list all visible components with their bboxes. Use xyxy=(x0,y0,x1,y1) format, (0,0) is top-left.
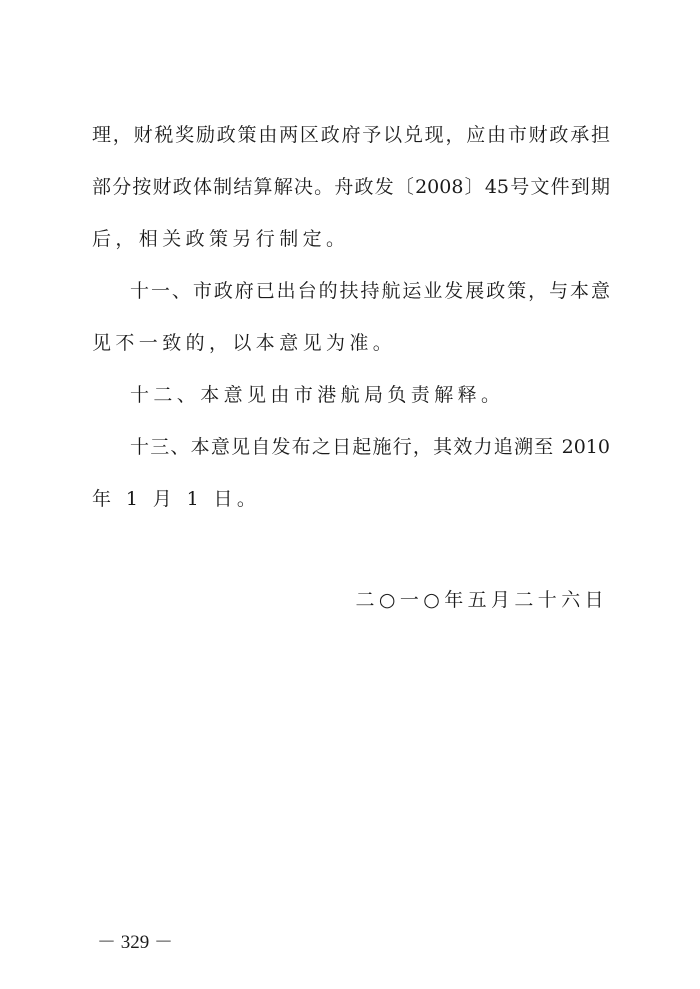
page-number: － 329 － xyxy=(97,932,174,953)
body-line-2: 部分按财政体制结算解决。舟政发〔2008〕45号文件到期 xyxy=(92,176,610,198)
paragraph-13-line-1: 十三、本意见自发布之日起施行，其效力追溯至 2010 xyxy=(130,436,610,458)
paragraph-11-line-1: 十一、市政府已出台的扶持航运业发展政策，与本意 xyxy=(130,280,610,302)
body-line-3: 后，相关政策另行制定。 xyxy=(92,228,350,250)
body-line-1: 理，财税奖励政策由两区政府予以兑现，应由市财政承担 xyxy=(92,124,610,146)
paragraph-12: 十二、本意见由市港航局负责解释。 xyxy=(130,384,505,406)
issue-date: 二○一○年五月二十六日 xyxy=(355,589,608,611)
paragraph-11-line-2: 见不一致的，以本意见为准。 xyxy=(92,332,397,354)
paragraph-13-line-2: 年 1 月 1 日。 xyxy=(92,488,261,510)
